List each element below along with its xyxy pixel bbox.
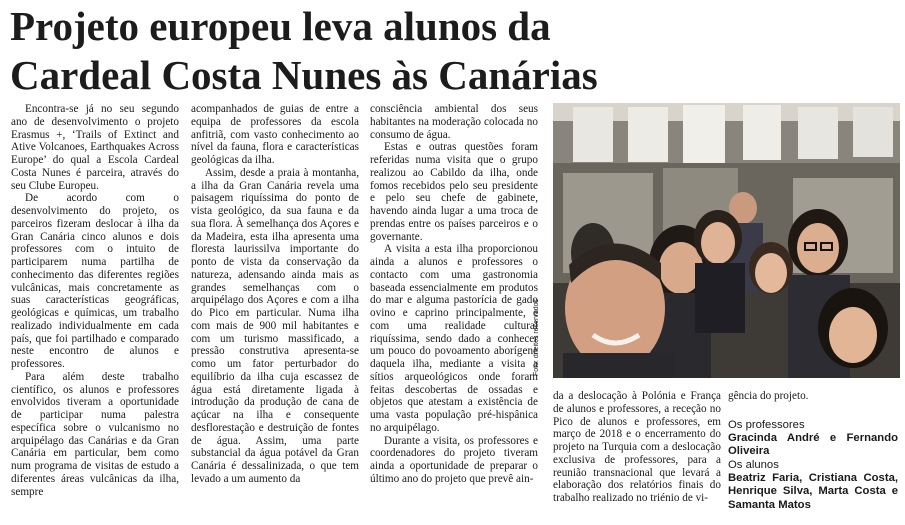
paragraph: A visita a esta ilha proporcionou ainda a alunos e professores o contacto com uma gastronomia baseada essencialmente em produtos do mar e alguma pastorícia de gado ovino e caprino principalmente, e com uma realidade cultural riquíssima, sendo dado a conhecer um pouco do povoamento aborígene daquela ilha, mediante a visita a sítios arqueológicos onde foram feitas descobertas de ossadas e objetos que atestam a existência de uma vasta população pré-hispânica no arquipélago. <box>370 243 538 434</box>
text-column-2 <box>191 103 359 523</box>
paragraph: da a deslocação à Polónia e França de alunos e professores, a receção no Pico de alunos e professores, em março de 2018 e o encerramento do projeto na Turquia com a deslocação exclusiva de professores, para a reunião transnacional que levará a elaboração dos relatórios finais do trabalho realizado no triénio de vi- <box>553 390 721 504</box>
teachers-names: Gracinda André e Fernando Oliveira <box>728 432 898 458</box>
paragraph: Para além deste trabalho científico, os alunos e professores envolvidos tiveram a oportunidade de participar numa palestra específica sobre o vulcanismo no arquipélago das Canárias e da Gran Canária em particular, bem como num programa de visitas de estudo a diferentes áreas vulcânicas da ilha, sempre <box>11 370 179 498</box>
text-column-5 <box>728 390 898 523</box>
paragraph: De acordo com o desenvolvimento do projeto, os parceiros fizeram deslocar à ilha da Gran Canária cinco alunos e dois professores com o intuito de participarem numa partilha de conhecimento das diferentes regiões vulcânicas, mais concretamente as suas características geográficas, geológicas e químicas, um trabalho realizado individualmente em cada país, que foi partilhado e comparado neste encontro de alunos e professores. <box>11 192 179 370</box>
paragraph: Estas e outras questões foram referidas numa visita que o grupo realizou ao Cabildo da ilha, onde fomos recebidos pelo seu presidente e pelo seu chefe de gabinete, havendo ainda lugar a uma troca de prendas entre os países parceiros e o governante. <box>370 141 538 243</box>
group-photo-illustration <box>553 103 900 378</box>
signature-block <box>728 419 898 512</box>
photo-credit: Foto: direitos reservados <box>533 298 540 376</box>
group-photo <box>553 103 900 378</box>
text-column-4 <box>553 390 721 523</box>
headline-line-1: Projeto europeu leva alunos da <box>10 3 551 49</box>
text-column-1 <box>11 103 179 523</box>
article-headline <box>10 2 710 100</box>
students-names: Beatriz Faria, Cristiana Costa, Henrique Silva, Marta Costa e Samanta Matos <box>728 471 898 511</box>
students-role: Os alunos <box>728 458 779 471</box>
paragraph: gência do projeto. <box>728 390 809 402</box>
paragraph: acompanhados de guias de entre a equipa de professores da escola anfitriã, com vasto conhecimento ao nível da fauna, flora e características geológicas da ilha. <box>191 103 359 166</box>
paragraph: consciência ambiental dos seus habitantes na moderação colocada no consumo de água. <box>370 103 538 141</box>
paragraph: Encontra-se já no seu segundo ano de desenvolvimento o projeto Erasmus +, ‘Trails of Extinct and Ative Volcanoes, Earthquakes Across Europe’ do qual a Escola Cardeal Costa Nunes é parceira, através do seu Clube Europeu. <box>11 103 179 192</box>
paragraph: Durante a visita, os professores e coordenadores do projeto tiveram ainda a oportunidade de preparar o último ano do projeto que prevê ain- <box>370 434 538 485</box>
text-column-3 <box>370 103 538 523</box>
headline-line-2: Cardeal Costa Nunes às Canárias <box>10 52 598 98</box>
teachers-role: Os professores <box>728 418 805 431</box>
paragraph: Assim, desde a praia à montanha, a ilha da Gran Canária revela uma paisagem riquíssima do ponto de vista geológico, da sua fauna e da sua flora. À semelhança dos Açores e da Madeira, esta ilha apresenta uma floresta laurissilva importante do ponto de vista da conservação da natureza, adensando ainda mais as grandes semelhanças com o arquipélago dos Açores e com a ilha do Pico em particular. Numa ilha com mais de 900 mil habitantes e com um turismo massificado, a pressão construtiva apresenta-se como um fator perturbador do equilíbrio da ilha cuja escassez de água está diretamente ligada à introdução da produção de cana de açúcar na ilha e consequente desflorestação e destruição de fontes de água. Assim, uma parte substancial da água potável da Gran Canária é dessalinizada, o que tem levado a um aumento da <box>191 166 359 485</box>
